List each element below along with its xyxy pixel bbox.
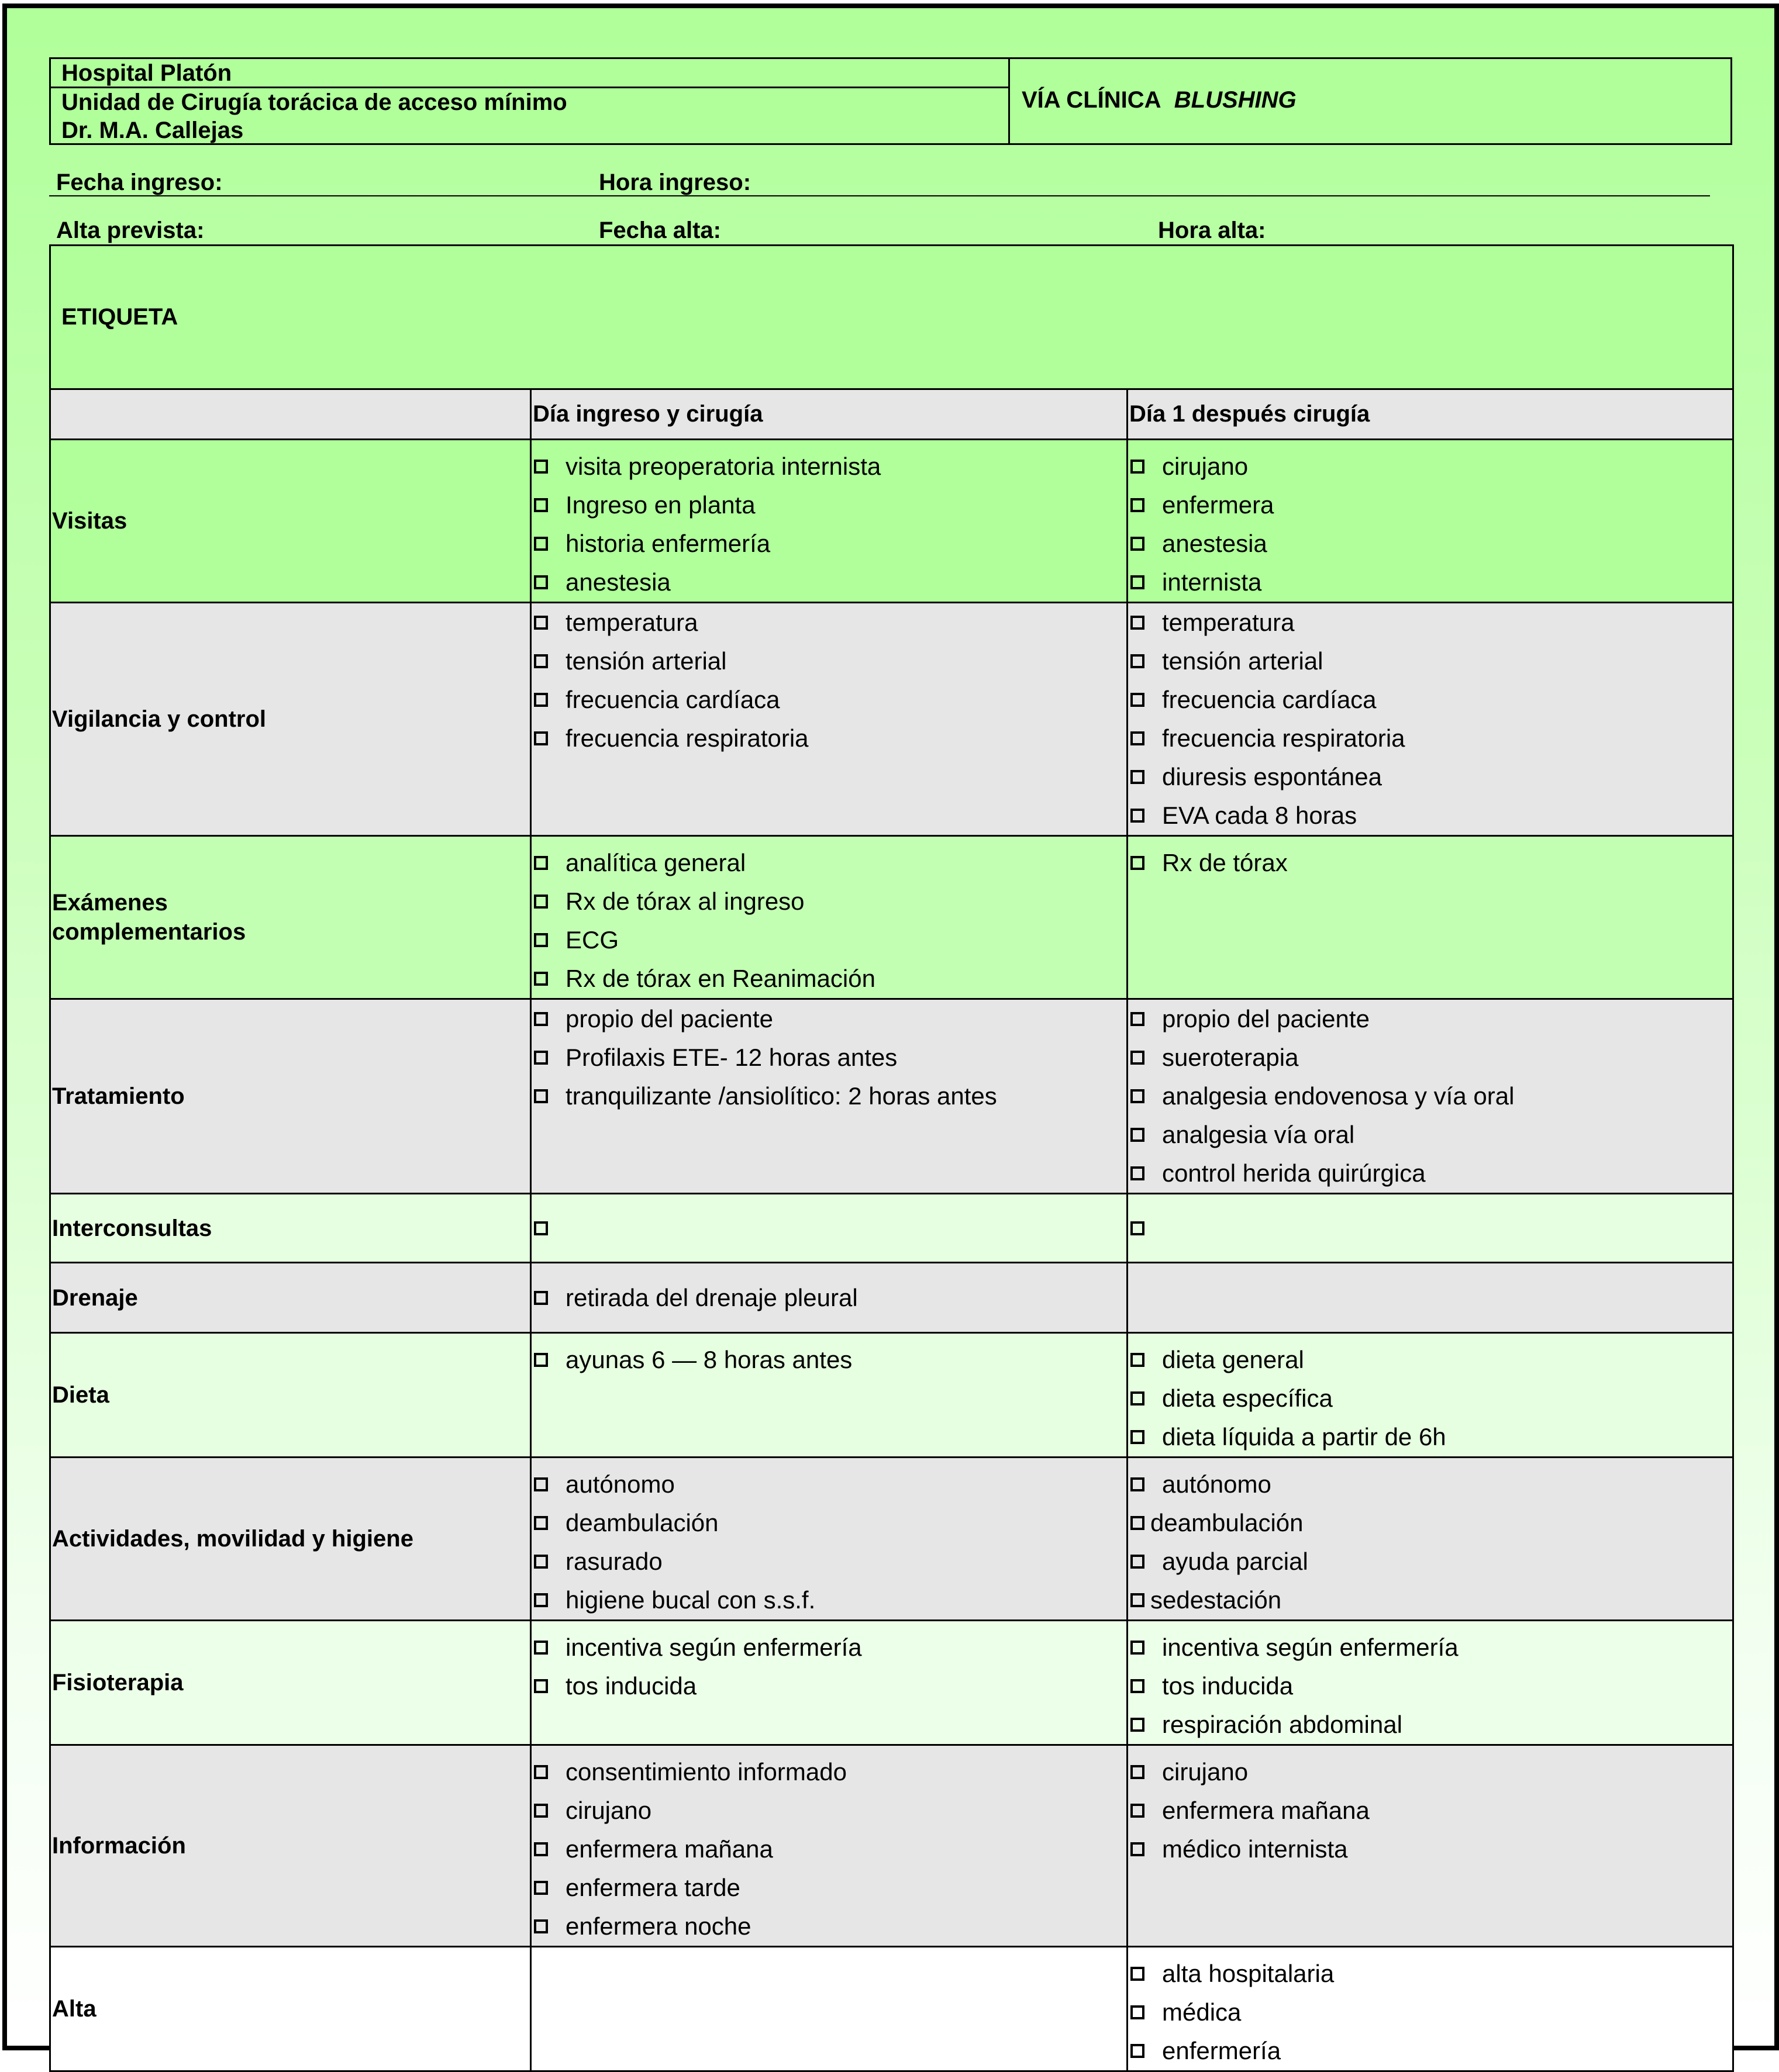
hora-ingreso-label: Hora ingreso:	[599, 170, 751, 195]
checkbox-icon[interactable]	[1130, 1679, 1144, 1693]
checklist-item[interactable]: higiene bucal con s.s.f.	[534, 1581, 1126, 1619]
row-label: Vigilancia y control	[50, 603, 531, 836]
fecha-ingreso-label: Fecha ingreso:	[56, 170, 223, 195]
checklist-item[interactable]: enfermera mañana	[1130, 1791, 1732, 1830]
checkbox-icon[interactable]	[534, 1641, 548, 1655]
etiqueta-label: ETIQUETA	[61, 304, 178, 330]
day0-cell	[531, 1458, 1128, 1621]
checklist-item[interactable]: consentimiento informado	[534, 1753, 1126, 1791]
checkbox-icon[interactable]	[1130, 2044, 1144, 2058]
checkbox-icon[interactable]	[1130, 1555, 1144, 1569]
checkbox-icon[interactable]	[1130, 654, 1144, 668]
checkbox-icon[interactable]	[1130, 1842, 1144, 1856]
checklist-item[interactable]: rasurado	[534, 1542, 1126, 1581]
checklist-item[interactable]: dieta específica	[1130, 1379, 1732, 1418]
day0-cell	[531, 1947, 1128, 2071]
checkbox-icon[interactable]	[534, 1804, 548, 1818]
checklist-item[interactable]: respiración abdominal	[1130, 1705, 1732, 1744]
checklist-item[interactable]: control herida quirúrgica	[1130, 1154, 1732, 1193]
checkbox-icon[interactable]	[534, 1881, 548, 1895]
row-label: Fisioterapia	[50, 1621, 531, 1745]
checklist-item[interactable]: cirujano	[1130, 1753, 1732, 1791]
clinical-pathway-sheet	[2, 4, 1779, 2064]
checkbox-icon[interactable]	[1130, 498, 1144, 512]
row-informacion	[50, 1745, 1733, 1947]
row-alta	[50, 1947, 1733, 2071]
checklist-item[interactable]: frecuencia cardíaca	[1130, 681, 1732, 719]
checkbox-icon[interactable]	[534, 537, 548, 551]
checkbox-icon[interactable]	[1130, 693, 1144, 707]
checklist-item[interactable]: incentiva según enfermería	[534, 1628, 1126, 1667]
checkbox-icon[interactable]	[1130, 1166, 1144, 1180]
day0-cell	[531, 440, 1128, 603]
checkbox-icon[interactable]	[534, 460, 548, 474]
column-header-day0: Día ingreso y cirugía	[531, 389, 1128, 440]
checkbox-icon[interactable]	[534, 1477, 548, 1491]
checkbox-icon[interactable]	[534, 498, 548, 512]
day1-cell	[1128, 999, 1733, 1194]
day0-cell	[531, 1194, 1128, 1263]
checklist-item[interactable]: tos inducida	[1130, 1667, 1732, 1705]
checklist-item[interactable]: enfermera	[1130, 486, 1732, 524]
checkbox-icon[interactable]	[1130, 1593, 1144, 1607]
checkbox-icon[interactable]	[1130, 1516, 1144, 1530]
checklist-item[interactable]: internista	[1130, 563, 1732, 602]
alta-prevista-label: Alta prevista:	[56, 217, 205, 243]
checklist-item[interactable]: EVA cada 8 horas	[1130, 796, 1732, 835]
column-header-day1: Día 1 después cirugía	[1128, 389, 1733, 440]
checkbox-icon[interactable]	[534, 731, 548, 745]
divider-line	[49, 195, 1710, 196]
checkbox-icon[interactable]	[1130, 1051, 1144, 1065]
row-label: Interconsultas	[50, 1194, 531, 1263]
checkbox-icon[interactable]	[1130, 1391, 1144, 1405]
day0-cell	[531, 1621, 1128, 1745]
via-clinica-prefix: VÍA CLÍNICA	[1022, 87, 1161, 113]
checkbox-icon[interactable]	[1130, 616, 1144, 630]
day0-cell	[531, 1263, 1128, 1333]
hospital-name: Hospital Platón	[61, 60, 232, 86]
checklist-item[interactable]: ECG	[534, 921, 1126, 959]
row-label: Visitas	[50, 440, 531, 603]
checkbox-icon[interactable]	[1130, 770, 1144, 784]
checklist-item[interactable]: incentiva según enfermería	[1130, 1628, 1732, 1667]
checkbox-icon[interactable]	[534, 654, 548, 668]
checkbox-icon[interactable]	[1130, 1353, 1144, 1367]
checklist-item[interactable]: historia enfermería	[534, 524, 1126, 563]
day1-cell	[1128, 836, 1733, 999]
checkbox-icon[interactable]	[1130, 731, 1144, 745]
checklist-item[interactable]: frecuencia cardíaca	[534, 681, 1126, 719]
checklist-item[interactable]: enfermera tarde	[534, 1869, 1126, 1907]
checkbox-icon[interactable]	[1130, 575, 1144, 589]
checklist-item[interactable]: enfermera noche	[534, 1907, 1126, 1946]
checklist-item[interactable]: temperatura	[1130, 603, 1732, 642]
day1-cell	[1128, 1263, 1733, 1333]
checklist-item[interactable]: médico internista	[1130, 1830, 1732, 1869]
checklist-item[interactable]: analítica general	[534, 844, 1126, 882]
day0-cell	[531, 603, 1128, 836]
checkbox-icon[interactable]	[534, 1555, 548, 1569]
row-examenes	[50, 836, 1733, 999]
checkbox-icon[interactable]	[534, 856, 548, 870]
checklist-item[interactable]: visita preoperatoria internista	[534, 447, 1126, 486]
day1-cell	[1128, 1458, 1733, 1621]
checkbox-icon[interactable]	[534, 1051, 548, 1065]
pathway-table	[49, 244, 1734, 2072]
day0-cell	[531, 1745, 1128, 1947]
checkbox-icon[interactable]	[534, 1516, 548, 1530]
checklist-item[interactable]: Profilaxis ETE- 12 horas antes	[534, 1038, 1126, 1077]
checkbox-icon[interactable]	[534, 1221, 548, 1235]
checklist-item[interactable]: temperatura	[534, 603, 1126, 642]
checklist-item[interactable]: retirada del drenaje pleural	[534, 1279, 1126, 1317]
header-empty-cell	[50, 389, 531, 440]
via-clinica-name: BLUSHING	[1174, 87, 1297, 113]
checklist-item[interactable]	[534, 1209, 1126, 1248]
checkbox-icon[interactable]	[1130, 1221, 1144, 1235]
row-actividades	[50, 1458, 1733, 1621]
checkbox-icon[interactable]	[534, 1089, 548, 1103]
checklist-item[interactable]: autónomo	[534, 1465, 1126, 1504]
checklist-item[interactable]: anestesia	[534, 563, 1126, 602]
checkbox-icon[interactable]	[1130, 537, 1144, 551]
checklist-item[interactable]: cirujano	[1130, 447, 1732, 486]
checklist-item[interactable]: deambulación	[534, 1504, 1126, 1542]
checklist-item[interactable]: ayunas 6 — 8 horas antes	[534, 1341, 1126, 1379]
row-label: Información	[50, 1745, 531, 1947]
day1-cell	[1128, 1333, 1733, 1458]
row-label-line1: Exámenes	[52, 890, 168, 916]
checklist-item[interactable]: Rx de tórax en Reanimación	[534, 959, 1126, 998]
checklist-item[interactable]: cirujano	[534, 1791, 1126, 1830]
checklist-item[interactable]: dieta general	[1130, 1341, 1732, 1379]
checkbox-icon[interactable]	[1130, 856, 1144, 870]
checkbox-icon[interactable]	[534, 1593, 548, 1607]
day0-cell	[531, 999, 1128, 1194]
day1-cell	[1128, 1947, 1733, 2071]
checklist-item[interactable]: Ingreso en planta	[534, 486, 1126, 524]
checkbox-icon[interactable]	[534, 1291, 548, 1305]
checkbox-icon[interactable]	[1130, 1128, 1144, 1142]
day1-cell	[1128, 440, 1733, 603]
day0-cell	[531, 836, 1128, 999]
checkbox-icon[interactable]	[1130, 1430, 1144, 1444]
header-hospital-info	[51, 59, 1010, 143]
row-dieta	[50, 1333, 1733, 1458]
row-label: Drenaje	[50, 1263, 531, 1333]
checkbox-icon[interactable]	[1130, 460, 1144, 474]
checklist-item[interactable]: enfermera mañana	[534, 1830, 1126, 1869]
checklist-item[interactable]	[1130, 1209, 1732, 1248]
checklist-item[interactable]: sedestación	[1130, 1581, 1732, 1619]
checklist-item[interactable]: tranquilizante /ansiolítico: 2 horas antes	[534, 1077, 1126, 1116]
checkbox-icon[interactable]	[534, 575, 548, 589]
row-drenaje	[50, 1263, 1733, 1333]
checkbox-icon[interactable]	[534, 616, 548, 630]
row-fisioterapia	[50, 1621, 1733, 1745]
checkbox-icon[interactable]	[534, 1919, 548, 1933]
hora-alta-label: Hora alta:	[1158, 217, 1266, 243]
day0-cell	[531, 1333, 1128, 1458]
day1-cell	[1128, 1745, 1733, 1947]
checklist-item[interactable]: dieta líquida a partir de 6h	[1130, 1418, 1732, 1456]
checkbox-icon[interactable]	[534, 972, 548, 986]
fecha-alta-label: Fecha alta:	[599, 217, 721, 243]
checkbox-icon[interactable]	[1130, 1089, 1144, 1103]
checklist-item[interactable]: tensión arterial	[1130, 642, 1732, 681]
day1-cell	[1128, 1194, 1733, 1263]
checkbox-icon[interactable]	[534, 1679, 548, 1693]
checklist-item[interactable]: ayuda parcial	[1130, 1542, 1732, 1581]
checklist-item[interactable]: anestesia	[1130, 524, 1732, 563]
checklist-item[interactable]: alta hospitalaria	[1130, 1954, 1732, 1993]
checkbox-icon[interactable]	[1130, 1804, 1144, 1818]
checkbox-icon[interactable]	[1130, 1012, 1144, 1026]
row-tratamiento	[50, 999, 1733, 1194]
row-label: Alta	[50, 1947, 531, 2071]
checkbox-icon[interactable]	[534, 693, 548, 707]
row-label: Dieta	[50, 1333, 531, 1458]
checkbox-icon[interactable]	[534, 1765, 548, 1779]
checklist-item[interactable]: Rx de tórax al ingreso	[534, 882, 1126, 921]
checklist-item[interactable]: autónomo	[1130, 1465, 1732, 1504]
row-vigilancia	[50, 603, 1733, 836]
checkbox-icon[interactable]	[1130, 809, 1144, 823]
hospital-line	[51, 59, 1008, 88]
checklist-item[interactable]: deambulación	[1130, 1504, 1732, 1542]
row-label	[50, 836, 531, 999]
checkbox-icon[interactable]	[1130, 1477, 1144, 1491]
checklist-item[interactable]: diuresis espontánea	[1130, 758, 1732, 796]
checkbox-icon[interactable]	[1130, 1718, 1144, 1732]
checklist-item[interactable]: propio del paciente	[534, 1000, 1126, 1038]
checklist-item[interactable]: frecuencia respiratoria	[1130, 719, 1732, 758]
row-interconsultas	[50, 1194, 1733, 1263]
checkbox-icon[interactable]	[534, 933, 548, 947]
checkbox-icon[interactable]	[534, 895, 548, 909]
checklist-item[interactable]: analgesia vía oral	[1130, 1116, 1732, 1154]
via-clinica-title	[1022, 87, 1297, 113]
checklist-item[interactable]: tos inducida	[534, 1667, 1126, 1705]
column-header-row	[50, 389, 1733, 440]
checkbox-icon[interactable]	[1130, 1641, 1144, 1655]
checklist-item[interactable]: analgesia endovenosa y vía oral	[1130, 1077, 1732, 1116]
day1-cell	[1128, 603, 1733, 836]
day1-cell	[1128, 1621, 1733, 1745]
row-label-line2: complementarios	[52, 919, 246, 945]
checkbox-icon[interactable]	[534, 1012, 548, 1026]
checkbox-icon[interactable]	[534, 1353, 548, 1367]
checkbox-icon[interactable]	[534, 1842, 548, 1856]
checklist-item[interactable]: tensión arterial	[534, 642, 1126, 681]
row-label: Tratamiento	[50, 999, 531, 1194]
etiqueta-cell	[50, 246, 1733, 389]
doctor-name: Dr. M.A. Callejas	[61, 118, 244, 143]
unit-name: Unidad de Cirugía torácica de acceso mínimo	[61, 89, 567, 115]
etiqueta-row	[50, 246, 1733, 389]
header-box	[49, 57, 1732, 145]
checkbox-icon[interactable]	[1130, 1967, 1144, 1981]
checklist-item[interactable]: sueroterapia	[1130, 1038, 1732, 1077]
checklist-item[interactable]: enfermería	[1130, 2032, 1732, 2070]
row-visitas	[50, 440, 1733, 603]
checkbox-icon[interactable]	[1130, 1765, 1144, 1779]
checklist-item[interactable]: propio del paciente	[1130, 1000, 1732, 1038]
checklist-item[interactable]: médica	[1130, 1993, 1732, 2032]
checkbox-icon[interactable]	[1130, 2005, 1144, 2019]
checklist-item[interactable]: Rx de tórax	[1130, 844, 1732, 882]
checklist-item[interactable]: frecuencia respiratoria	[534, 719, 1126, 758]
row-label: Actividades, movilidad y higiene	[50, 1458, 531, 1621]
